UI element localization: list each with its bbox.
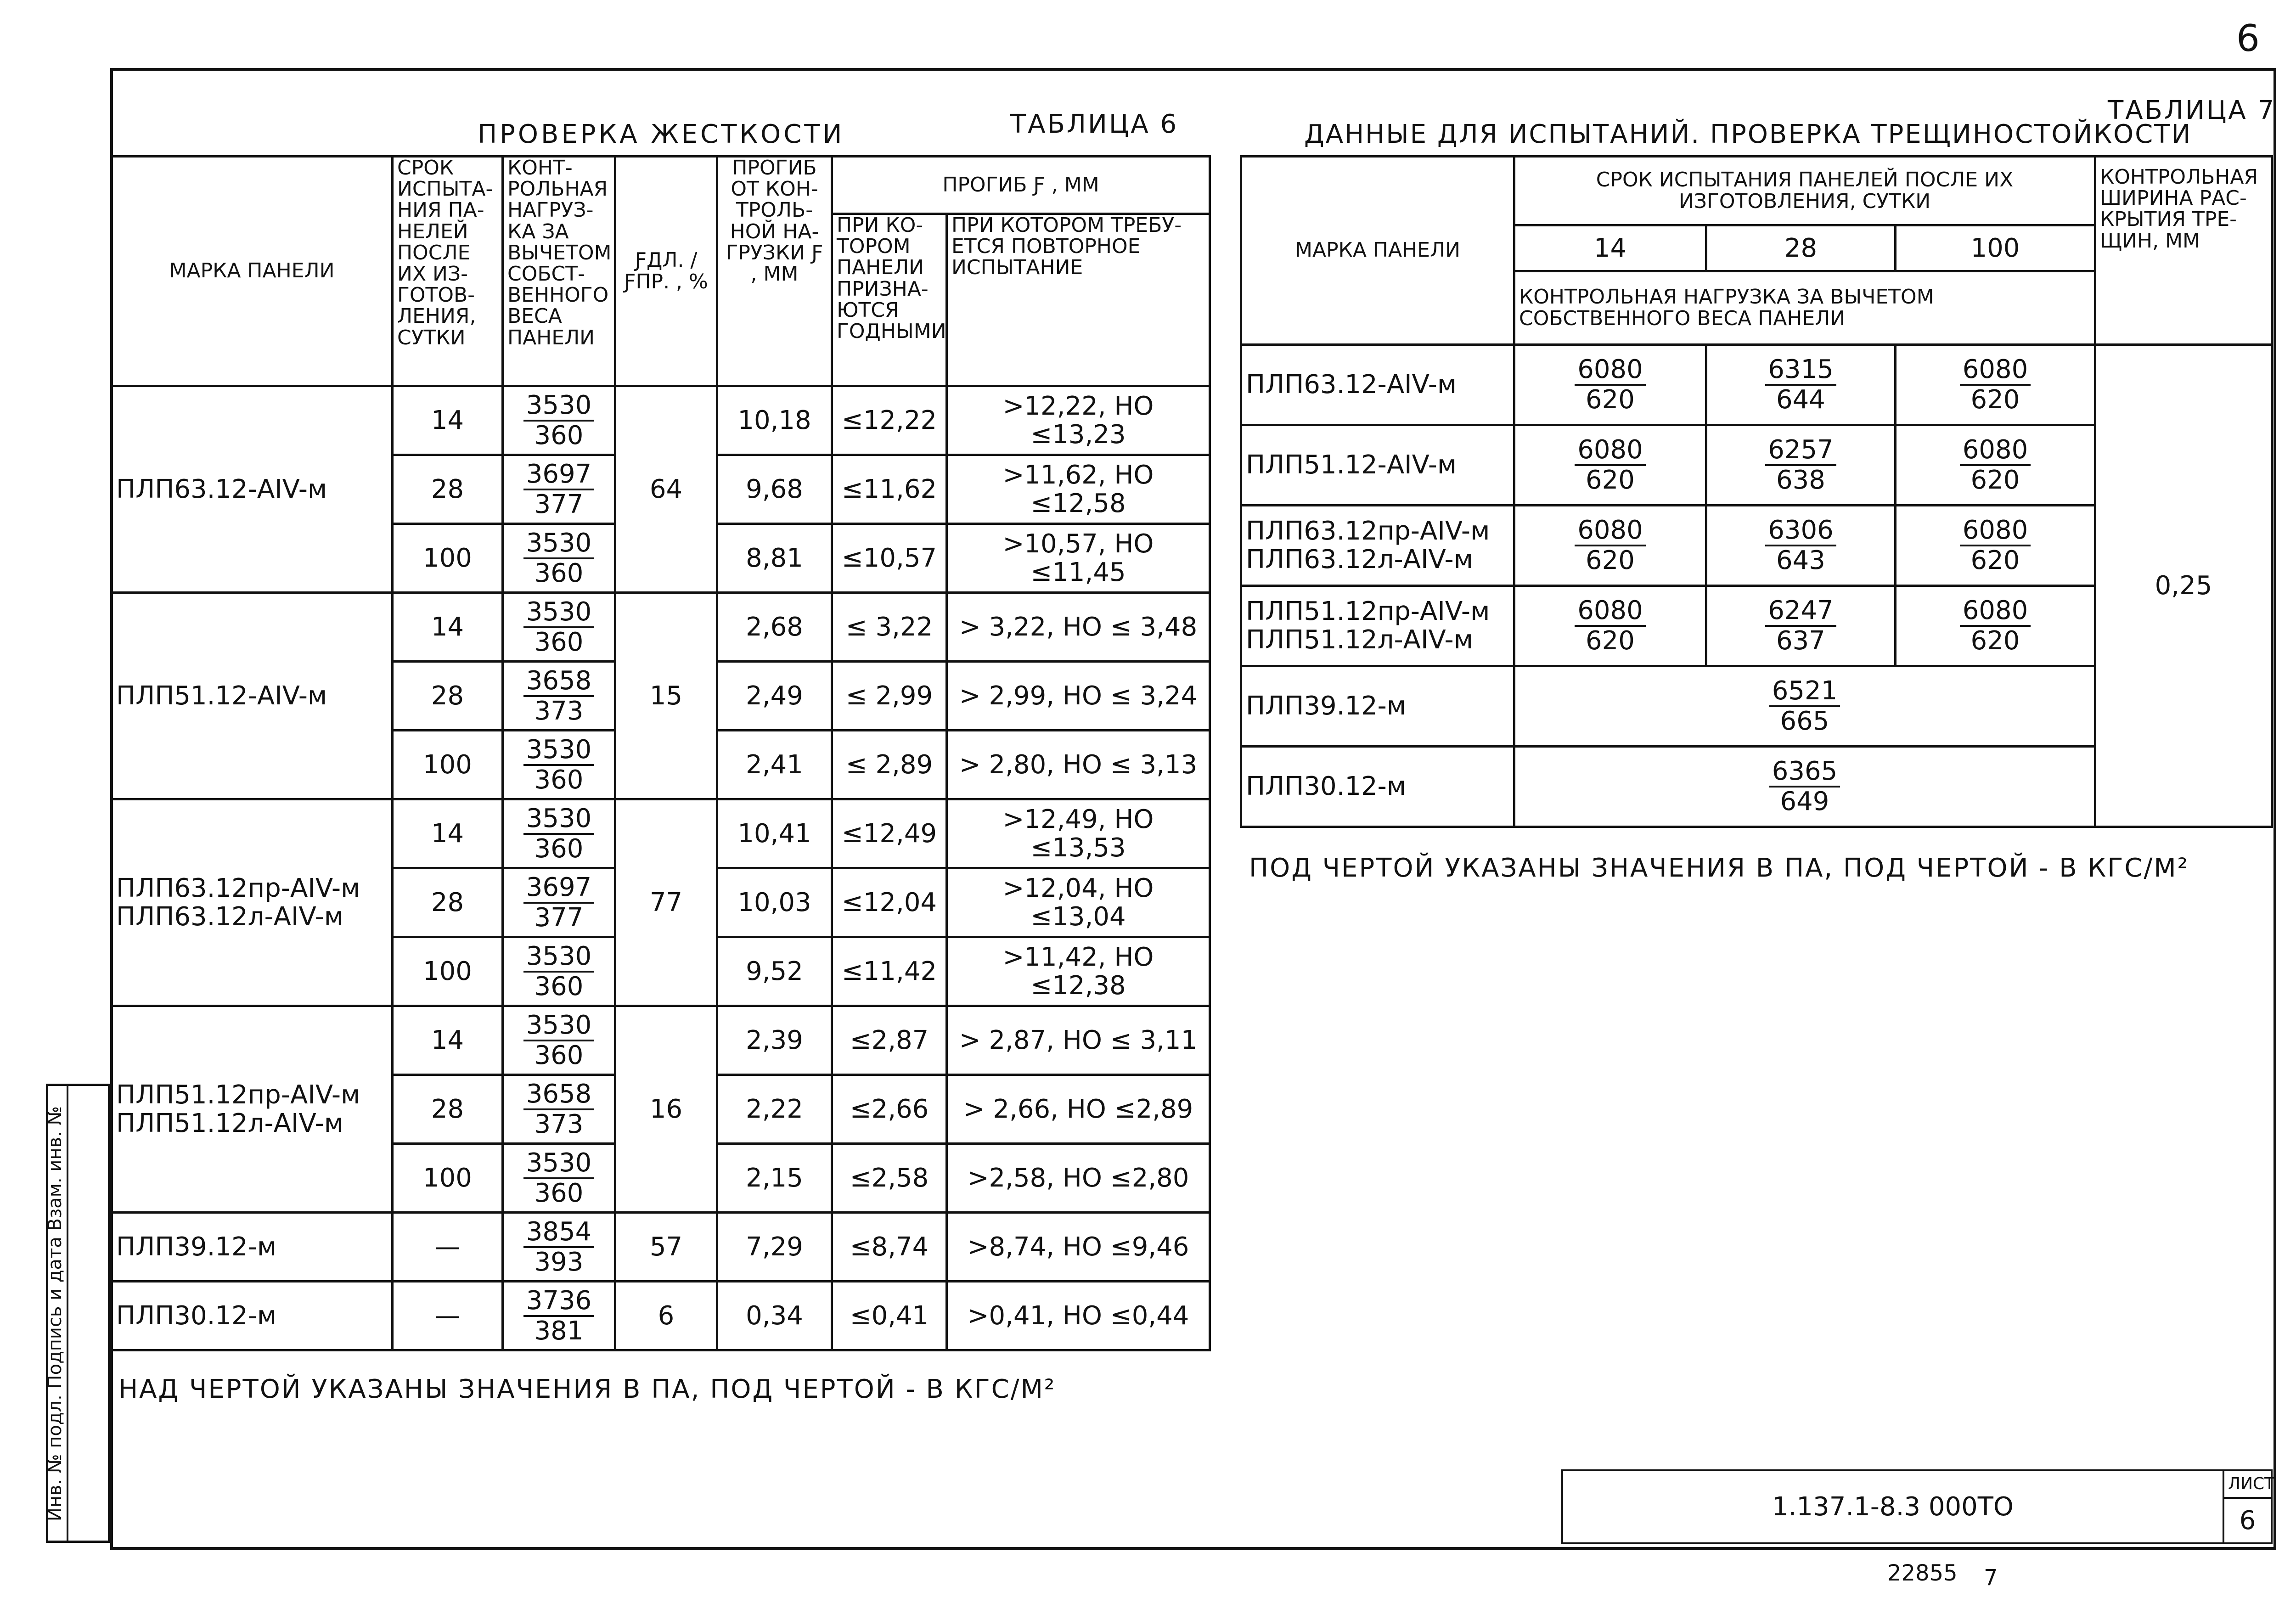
test-term: 28 [393, 868, 503, 937]
fraction [523, 942, 595, 1001]
table-row [112, 593, 1210, 662]
value-pa: 3530 [523, 391, 595, 422]
value-pa: 3697 [523, 873, 595, 904]
ratio-percent: 64 [615, 386, 717, 593]
test-term: 14 [393, 593, 503, 662]
fraction [523, 736, 595, 794]
test-term: 100 [393, 731, 503, 799]
sheet-label: ЛИСТ [2223, 1470, 2272, 1498]
value-kgf: 393 [534, 1247, 584, 1277]
t7-header-term: СРОК ИСПЫТАНИЯ ПАНЕЛЕЙ ПОСЛЕ ИХ ИЗГОТОВЛЕНИЯ, СУТКИ [1514, 157, 2095, 225]
fraction [523, 667, 595, 725]
value-kgf: 377 [534, 489, 584, 519]
value-kgf: 360 [534, 627, 584, 657]
value-pa: 3530 [523, 1149, 595, 1179]
value-pa: 3530 [523, 529, 595, 559]
panel-mark: ПЛП63.12-АIV-м [112, 386, 393, 593]
fit-limit: ≤12,49 [832, 799, 947, 868]
panel-mark: ПЛП51.12-АIV-м [112, 593, 393, 799]
panel-mark: ПЛП63.12пр-АIV-м ПЛП63.12л-АIV-м [1241, 506, 1514, 586]
control-load [503, 937, 615, 1006]
fraction [1960, 516, 2031, 574]
control-load [503, 1075, 615, 1144]
test-term: 28 [393, 455, 503, 524]
value-pa: 6080 [1960, 516, 2031, 546]
control-load [503, 662, 615, 731]
panel-mark: ПЛП51.12пр-АIV-м ПЛП51.12л-АIV-м [1241, 586, 1514, 666]
control-load [503, 1282, 615, 1350]
t7-header-load: КОНТРОЛЬНАЯ НАГРУЗКА ЗА ВЫЧЕТОМ СОБСТВЕННОГО ВЕСА ПАНЕЛИ [1514, 271, 2095, 345]
value-pa: 3530 [523, 598, 595, 628]
control-load [1896, 506, 2095, 586]
panel-mark: ПЛП39.12-м [1241, 666, 1514, 747]
panel-mark: ПЛП30.12-м [1241, 747, 1514, 827]
control-load [503, 1006, 615, 1075]
fit-limit: ≤11,42 [832, 937, 947, 1006]
retest-range: > 2,66, НО ≤2,89 [947, 1075, 1210, 1144]
value-kgf: 373 [534, 1109, 584, 1139]
fit-limit: ≤2,66 [832, 1075, 947, 1144]
value-pa: 3736 [523, 1287, 595, 1317]
value-pa: 3530 [523, 736, 595, 766]
fraction [523, 529, 595, 587]
retest-range: >10,57, НО ≤11,45 [947, 524, 1210, 593]
table-row [112, 1006, 1210, 1075]
test-term: 14 [393, 1006, 503, 1075]
fit-limit: ≤11,62 [832, 455, 947, 524]
retest-range: > 2,99, НО ≤ 3,24 [947, 662, 1210, 731]
t6-header-load: КОНТ- РОЛЬНАЯ НАГРУЗ- КА ЗА ВЫЧЕТОМ СОБСТ- ВЕННОГО ВЕСА ПАНЕЛИ [503, 157, 615, 386]
value-kgf: 620 [1586, 465, 1635, 495]
value-kgf: 649 [1780, 787, 1829, 816]
value-kgf: 360 [534, 420, 584, 450]
t6-header-deflection: ПРОГИБ ОТ КОН- ТРОЛЬ- НОЙ НА- ГРУЗКИ Ƒ , ММ [717, 157, 832, 386]
fraction [1575, 516, 1646, 574]
t6-header-ratio: ƑДЛ. / ƑПР. , % [615, 157, 717, 386]
control-load [503, 1144, 615, 1213]
value-kgf: 643 [1776, 546, 1825, 575]
fraction [1769, 677, 1840, 735]
value-kgf: 360 [534, 765, 584, 795]
fraction [1765, 596, 1836, 655]
table6-note: НАД ЧЕРТОЙ УКАЗАНЫ ЗНАЧЕНИЯ В ПА, ПОД ЧЕРТОЙ - В КГС/М² [118, 1374, 1056, 1404]
value-pa: 3854 [523, 1218, 595, 1248]
test-term: — [393, 1213, 503, 1282]
fraction [1765, 516, 1836, 574]
deflection-value: 8,81 [717, 524, 832, 593]
table-row [112, 799, 1210, 868]
table7-caption: ДАННЫЕ ДЛЯ ИСПЫТАНИЙ. ПРОВЕРКА ТРЕЩИНОСТОЙКОСТИ [1304, 119, 2192, 149]
value-kgf: 638 [1776, 465, 1825, 495]
control-load [1706, 506, 1896, 586]
t6-header-deflection-group: ПРОГИБ Ƒ , ММ [832, 157, 1210, 214]
value-kgf: 637 [1776, 626, 1825, 656]
retest-range: > 2,80, НО ≤ 3,13 [947, 731, 1210, 799]
test-term: 28 [393, 1075, 503, 1144]
value-kgf: 644 [1776, 385, 1825, 415]
control-load [1514, 506, 1706, 586]
fit-limit: ≤8,74 [832, 1213, 947, 1282]
fraction [1575, 355, 1646, 414]
deflection-value: 7,29 [717, 1213, 832, 1282]
fraction [1575, 596, 1646, 655]
value-pa: 6080 [1575, 516, 1646, 546]
retest-range: >12,49, НО ≤13,53 [947, 799, 1210, 868]
title-block [1561, 1469, 2273, 1544]
t6-header-retest: ПРИ КОТОРОМ ТРЕБУ- ЕТСЯ ПОВТОРНОЕ ИСПЫТАНИЕ [947, 214, 1210, 386]
value-kgf: 377 [534, 902, 584, 933]
control-load [503, 731, 615, 799]
control-load [503, 868, 615, 937]
deflection-value: 10,18 [717, 386, 832, 455]
value-pa: 3658 [523, 1080, 595, 1110]
test-term: 28 [393, 662, 503, 731]
control-load [1896, 345, 2095, 425]
retest-range: >12,04, НО ≤13,04 [947, 868, 1210, 937]
value-kgf: 360 [534, 1178, 584, 1208]
value-pa: 3658 [523, 667, 595, 697]
test-term: 14 [393, 799, 503, 868]
fit-limit: ≤12,22 [832, 386, 947, 455]
retest-range: >11,42, НО ≤12,38 [947, 937, 1210, 1006]
test-term: 14 [393, 386, 503, 455]
footer-copy: 7 [1984, 1565, 1998, 1591]
ratio-percent: 77 [615, 799, 717, 1006]
fit-limit: ≤12,04 [832, 868, 947, 937]
value-kgf: 360 [534, 833, 584, 864]
value-kgf: 620 [1970, 465, 2020, 495]
document-code: 1.137.1-8.3 000ТО [1562, 1470, 2223, 1543]
fraction [523, 873, 595, 932]
retest-range: >2,58, НО ≤2,80 [947, 1144, 1210, 1213]
control-load [1514, 425, 1706, 506]
deflection-value: 2,22 [717, 1075, 832, 1144]
fit-limit: ≤2,58 [832, 1144, 947, 1213]
value-pa: 3530 [523, 942, 595, 973]
t6-header-fit: ПРИ КО- ТОРОМ ПАНЕЛИ ПРИЗНА- ЮТСЯ ГОДНЫМИ [832, 214, 947, 386]
control-load [503, 386, 615, 455]
value-pa: 3697 [523, 460, 595, 490]
ratio-percent: 15 [615, 593, 717, 799]
test-term: 100 [393, 937, 503, 1006]
deflection-value: 2,49 [717, 662, 832, 731]
fit-limit: ≤2,87 [832, 1006, 947, 1075]
table-row [1241, 345, 2272, 425]
value-kgf: 360 [534, 558, 584, 588]
retest-range: >11,62, НО ≤12,58 [947, 455, 1210, 524]
control-load [503, 799, 615, 868]
fraction [523, 1218, 595, 1276]
control-load [503, 524, 615, 593]
sheet-number-top: 6 [2236, 17, 2260, 60]
retest-range: >12,22, НО ≤13,23 [947, 386, 1210, 455]
value-kgf: 620 [1586, 546, 1635, 575]
value-kgf: 373 [534, 696, 584, 726]
value-pa: 6247 [1765, 596, 1836, 627]
value-pa: 6521 [1769, 677, 1840, 707]
value-pa: 3530 [523, 1011, 595, 1041]
fraction [523, 1287, 595, 1345]
panel-mark: ПЛП63.12пр-АIV-м ПЛП63.12л-АIV-м [112, 799, 393, 1006]
table-row [112, 386, 1210, 455]
t6-header-term: СРОК ИСПЫТА- НИЯ ПА- НЕЛЕЙ ПОСЛЕ ИХ ИЗ- ГОТОВ- ЛЕНИЯ, СУТКИ [393, 157, 503, 386]
control-load [1514, 747, 2095, 827]
ratio-percent: 6 [615, 1282, 717, 1350]
value-kgf: 620 [1970, 385, 2020, 415]
control-load [1514, 345, 1706, 425]
ratio-percent: 57 [615, 1213, 717, 1282]
table7 [1240, 155, 2273, 828]
value-pa: 6257 [1765, 436, 1836, 466]
value-kgf: 381 [534, 1316, 584, 1346]
value-pa: 6080 [1575, 436, 1646, 466]
table7-label: ТАБЛИЦА 7 [2108, 96, 2276, 125]
table6 [110, 155, 1211, 1351]
control-load [1896, 586, 2095, 666]
fraction [1960, 355, 2031, 414]
sheet-number: 6 [2223, 1498, 2272, 1543]
control-load [503, 1213, 615, 1282]
t6-header-mark: МАРКА ПАНЕЛИ [112, 157, 393, 386]
footer-order: 22855 [1887, 1560, 1958, 1586]
table6-caption: ПРОВЕРКА ЖЕСТКОСТИ [478, 119, 845, 149]
panel-mark: ПЛП39.12-м [112, 1213, 393, 1282]
value-pa: 3530 [523, 804, 595, 835]
fraction [1769, 757, 1840, 816]
fraction [523, 1011, 595, 1069]
fit-limit: ≤ 2,89 [832, 731, 947, 799]
retest-range: >0,41, НО ≤0,44 [947, 1282, 1210, 1350]
value-pa: 6080 [1575, 355, 1646, 386]
control-load [1706, 345, 1896, 425]
table-row [112, 1213, 1210, 1282]
fit-limit: ≤10,57 [832, 524, 947, 593]
value-pa: 6315 [1765, 355, 1836, 386]
retest-range: >8,74, НО ≤9,46 [947, 1213, 1210, 1282]
deflection-value: 9,68 [717, 455, 832, 524]
control-load [1514, 586, 1706, 666]
value-pa: 6306 [1765, 516, 1836, 546]
crack-width: 0,25 [2095, 345, 2272, 827]
deflection-value: 10,03 [717, 868, 832, 937]
control-load [1514, 666, 2095, 747]
fraction [1575, 436, 1646, 494]
value-kgf: 360 [534, 1040, 584, 1070]
control-load [503, 455, 615, 524]
fraction [523, 1080, 595, 1138]
fraction [523, 391, 595, 450]
deflection-value: 2,15 [717, 1144, 832, 1213]
test-term: 100 [393, 1144, 503, 1213]
side-stamp-text: Инв. № подл. Подпись и дата Взам. инв. № [45, 1106, 66, 1522]
control-load [503, 593, 615, 662]
fit-limit: ≤ 3,22 [832, 593, 947, 662]
t7-header-day28: 28 [1706, 225, 1896, 271]
retest-range: > 3,22, НО ≤ 3,48 [947, 593, 1210, 662]
value-kgf: 620 [1586, 385, 1635, 415]
deflection-value: 0,34 [717, 1282, 832, 1350]
value-kgf: 665 [1780, 706, 1829, 736]
value-kgf: 620 [1970, 626, 2020, 656]
deflection-value: 10,41 [717, 799, 832, 868]
value-pa: 6080 [1575, 596, 1646, 627]
deflection-value: 2,39 [717, 1006, 832, 1075]
table7-note: ПОД ЧЕРТОЙ УКАЗАНЫ ЗНАЧЕНИЯ В ПА, ПОД ЧЕРТОЙ - В КГС/М² [1249, 853, 2189, 883]
control-load [1706, 425, 1896, 506]
value-pa: 6080 [1960, 596, 2031, 627]
fraction [523, 804, 595, 863]
table6-label: ТАБЛИЦА 6 [1010, 109, 1179, 139]
control-load [1896, 425, 2095, 506]
fraction [1960, 596, 2031, 655]
retest-range: > 2,87, НО ≤ 3,11 [947, 1006, 1210, 1075]
fraction [523, 598, 595, 656]
table-row [112, 1282, 1210, 1350]
value-kgf: 620 [1970, 546, 2020, 575]
panel-mark: ПЛП30.12-м [112, 1282, 393, 1350]
value-pa: 6365 [1769, 757, 1840, 787]
ratio-percent: 16 [615, 1006, 717, 1213]
t7-header-mark: МАРКА ПАНЕЛИ [1241, 157, 1514, 345]
value-pa: 6080 [1960, 436, 2031, 466]
test-term: — [393, 1282, 503, 1350]
deflection-value: 2,68 [717, 593, 832, 662]
fraction [1960, 436, 2031, 494]
control-load [1706, 586, 1896, 666]
fit-limit: ≤0,41 [832, 1282, 947, 1350]
t7-header-day14: 14 [1514, 225, 1706, 271]
t7-header-day100: 100 [1896, 225, 2095, 271]
value-pa: 6080 [1960, 355, 2031, 386]
fraction [523, 460, 595, 518]
fraction [523, 1149, 595, 1207]
panel-mark: ПЛП51.12-АIV-м [1241, 425, 1514, 506]
panel-mark: ПЛП51.12пр-АIV-м ПЛП51.12л-АIV-м [112, 1006, 393, 1213]
fraction [1765, 436, 1836, 494]
fit-limit: ≤ 2,99 [832, 662, 947, 731]
value-kgf: 620 [1586, 626, 1635, 656]
test-term: 100 [393, 524, 503, 593]
panel-mark: ПЛП63.12-АIV-м [1241, 345, 1514, 425]
deflection-value: 2,41 [717, 731, 832, 799]
fraction [1765, 355, 1836, 414]
value-kgf: 360 [534, 971, 584, 1001]
deflection-value: 9,52 [717, 937, 832, 1006]
t7-header-crack: КОНТРОЛЬНАЯ ШИРИНА РАС- КРЫТИЯ ТРЕ- ЩИН, ММ [2095, 157, 2272, 345]
